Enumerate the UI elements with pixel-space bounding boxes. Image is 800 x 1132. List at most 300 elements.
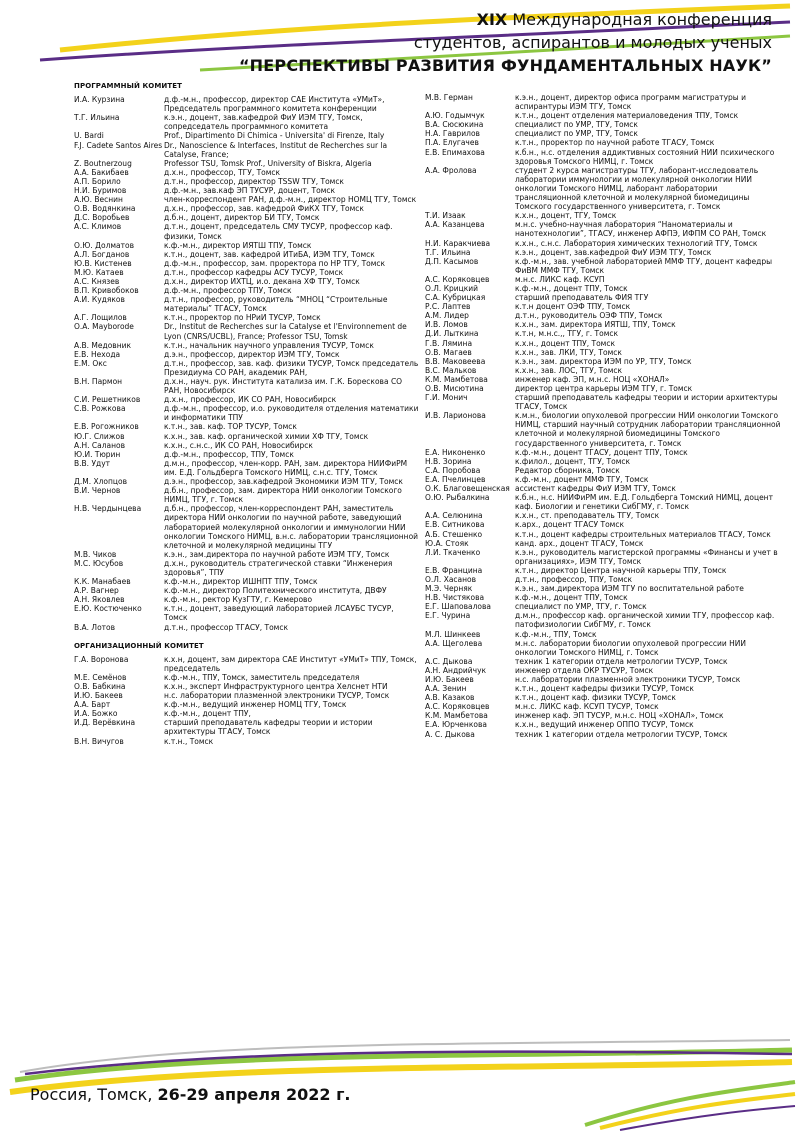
member-name: Ю.А. Стояк [425,538,469,548]
member-row [425,93,785,111]
member-description: член-корреспондент РАН, д.ф.-м.н., директор НОМЦ ТГУ, Томск [164,195,417,205]
member-name: А.Н. Яковлев [74,595,125,605]
member-description: д.т.н., профессор ТГАСУ, Томск [164,622,288,632]
member-description: м.н.с. ЛИКС каф. КСУП [515,274,605,284]
member-description: д.х.н., науч. рук. Института катализа им. Г.К. Борескова СО РАН, Новосибирск [164,377,403,396]
member-row [74,682,419,691]
member-description: к.э.н., доцент, зав.кафедрой ФиУ ИЭМ ТГУ, Томск, сопредседатель программного комитета [164,113,363,132]
member-description: м.н.с. лаборатории биологии опухолевой прогрессии НИИ онкологии Томского НИМЦ, г. Томск [515,638,747,657]
member-description: Редактор сборника, Томск [515,465,620,475]
member-description: старший преподаватель кафедры теории и истории архитектуры ТГАСУ, Томск [515,393,778,412]
member-row [425,329,785,338]
member-row [74,395,419,404]
member-row [425,657,785,666]
member-row [425,411,785,447]
member-name: А.П. Борило [74,176,121,186]
member-name: А.Н. Саланов [74,440,126,450]
member-row [74,359,419,377]
member-row [74,655,419,673]
member-name: С.А. Кубрицкая [425,293,486,303]
member-row [425,684,785,693]
member-row [74,277,419,286]
member-name: О.В. Мисютина [425,384,484,393]
member-row [425,284,785,293]
member-name: Н.А. Гаврилов [425,129,480,139]
member-row [74,577,419,586]
member-row [425,539,785,548]
member-description: к.ф.-м.н., доцент ТПУ, Томск [515,283,628,293]
member-row [74,113,419,131]
member-name: В.П. Кривобоков [74,286,139,296]
member-description: м.н.с. учебно-научная лаборатория “Наноматериалы и нанотехнологии”, ТГАСУ, инженер АФПЭ, ИФПМ СО РАН, Томск [515,220,767,239]
member-description: к.х.н., ст. преподаватель ТГУ, Томск [515,511,660,521]
member-description: к.ф.-м.н., директор ИШНПТ ТПУ, Томск [164,577,318,587]
member-row [74,177,419,186]
member-name: А.М. Лидер [425,311,469,321]
member-description: к.б.н., н.с. НИИФиРМ им. Е.Д. Гольдберга Томский НИМЦ, доцент каф. Биологии и генетики СибГМУ, г. Томск [515,493,773,512]
member-description: старший преподаватель ФИЯ ТГУ [515,293,649,303]
member-name: Н.И. Каракчиева [425,238,491,248]
member-description: к.т.н., проректор по научной работе ТГАСУ, Томск [515,138,715,148]
member-row [425,129,785,138]
member-description: к.ф.-м.н., зав. учебной лабораторией ММФ ТГУ, доцент кафедры ФиВМ ММФ ТГУ, Томск [515,256,773,275]
member-name: Е.Г. Чурина [425,611,471,621]
member-name: Р.С. Лаптев [425,302,471,312]
member-row [425,493,785,511]
member-name: А.С. Князев [74,276,120,286]
member-row [425,593,785,602]
member-row [425,257,785,275]
member-row [74,673,419,682]
member-row [74,737,419,746]
member-description: д.т.н., профессор кафедры АСУ ТУСУР, Томск [164,267,344,277]
member-name: О.Ю. Долматов [74,240,135,250]
member-name: Н.В. Зорина [425,456,472,466]
member-row [74,691,419,700]
member-description: к.т.н, м.н.с.,, ТГУ, г. Томск [515,329,619,339]
member-name: Z. Boutnerzoug [74,158,132,168]
member-name: О.Л. Хасанов [425,574,477,584]
member-name: Д.П. Касымов [425,256,479,266]
member-name: О.В. Магаев [425,347,472,357]
member-description: к.э.н., зам.директора ИЭМ ТГУ по воспитательной работе [515,584,744,594]
member-row [74,322,419,340]
header-line-1-text: Международная конференция [507,10,772,29]
member-row [74,709,419,718]
member-row [425,693,785,702]
member-name: Е.В. Ситникова [425,520,485,530]
member-name: А. С. Дыкова [425,729,475,739]
member-row [425,666,785,675]
member-row [425,602,785,611]
member-row [425,311,785,320]
member-name: В.А. Лотов [74,622,116,632]
member-description: к.т.н., доцент кафедры строительных материалов ТГАСУ, Томск [515,529,771,539]
member-name: А.А. Зенин [425,684,467,694]
member-name: С.А. Поробова [425,465,481,475]
member-row [425,584,785,593]
member-name: А.И. Кудяков [74,295,125,305]
member-row [74,422,419,431]
member-description: к.э.н., зам.директора по научной работе ИЭМ ТГУ, Томск [164,549,390,559]
member-name: А.Р. Вагнер [74,586,119,596]
member-row [74,204,419,213]
member-description: к.ф.-м.н., доцент ТПУ, Томск [515,593,628,603]
member-row [74,131,419,140]
member-description: специалист по УМР, ТГУ, Томск [515,120,638,130]
member-description: м.н.с. ЛИКС каф. КСУП ТУСУР, Томск [515,702,659,712]
member-description: к.т.н., начальник научного управления ТУСУР, Томск [164,340,374,350]
header-line-1 [239,8,772,31]
member-name: К.К. Манабаев [74,577,131,587]
member-description: к.э.н., зам. директора ИЭМ по УР, ТГУ, Томск [515,356,692,366]
member-description: к.ф.-м.н., ТПУ, Томск [515,629,597,639]
member-row [425,720,785,729]
member-name: F.J. Cadete Santos Aires [74,140,163,150]
member-name: В.В. Удут [74,458,111,468]
member-row [425,111,785,120]
member-row [425,302,785,311]
member-description: д.э.н., профессор, директор ИЭМ ТГУ, Томск [164,349,340,359]
member-description: д.э.н., профессор, зав.кафедрой Экономики ИЭМ ТГУ, Томск [164,477,403,487]
member-description: д.т.н., профессор, зав. каф. физики ТУСУР, Томск председатель Президиума СО РАН, академик РАН, [164,358,419,377]
member-row [425,448,785,457]
member-description: н.с. лаборатории плазменной электроники ТУСУР, Томск [515,675,741,684]
member-name: В.Н. Пармон [74,377,123,386]
member-row [425,530,785,539]
member-row [74,604,419,622]
member-name: А.А. Селюнина [425,511,483,521]
member-row [74,718,419,736]
footer-location-dates [30,1085,351,1104]
member-name: А.Н. Андрийчук [425,665,487,675]
member-name: М.Ю. Катаев [74,267,124,277]
member-description: к.х.н., зав. ЛОС, ТГУ, Томск [515,365,623,375]
member-name: Е.В. Рогожников [74,422,139,432]
member-name: Е.В. Епимахова [425,147,485,157]
member-row [74,477,419,486]
member-description: д.м.н., профессор, член-корр. РАН, зам. директора НИИФиРМ им. Е.Д. Гольдберга Томского НИМЦ, с.н.с. ТГУ, Томск [164,458,408,477]
member-row [74,159,419,168]
member-description: к.х.н., зав. ЛКИ, ТГУ, Томск [515,347,622,357]
member-description: д.х.н., профессор, ТГУ, Томск [164,167,281,177]
organizing-committee-title: ОРГАНИЗАЦИОННЫЙ КОМИТЕТ [74,641,204,650]
member-name: М.С. Юсубов [74,558,124,568]
member-name: К.М. Мамбетова [425,374,488,384]
member-description: к.х.н., ведущий инженер ОППО ТУСУР, Томск [515,720,694,730]
left-column [74,82,419,746]
member-row [425,384,785,393]
member-name: И.Ю. Бакеев [425,675,474,684]
member-description: к.ф.-м.н., ведущий инженер НОМЦ ТГУ, Томск [164,700,347,710]
member-description: д.ф.-м.н., профессор ТПУ, Томск [164,286,292,296]
member-row [74,623,419,632]
member-row [74,595,419,604]
footer-place: Россия, Томск, [30,1085,158,1104]
member-row [425,275,785,284]
header-line-2: студентов, аспирантов и молодых ученых [413,33,772,52]
member-name: А.Ю. Веснин [74,195,123,205]
member-name: О.Л. Крицкий [425,283,479,293]
member-description: к.ф.-м.н., доцент ММФ ТГУ, Томск [515,474,649,484]
member-description: директор центра карьеры ИЭМ ТГУ, г. Томск [515,384,693,393]
member-row [74,259,419,268]
member-row [425,138,785,147]
member-row [74,404,419,422]
organizing-committee-list [74,655,419,746]
member-row [74,195,419,204]
member-row [425,357,785,366]
member-name: Ю.В. Кистенев [74,258,132,268]
member-name: А.В. Медовник [74,340,132,350]
member-description: инженер каф. ЭП, м.н.с. НОЦ «ХОНАЛ» [515,374,670,384]
member-description: д.х.н., профессор, ИК СО РАН, Новосибирск [164,395,337,405]
member-description: д.б.н., профессор, зам. директора НИИ онкологии Томского НИМЦ, ТГУ, г. Томск [164,486,402,505]
member-row [74,250,419,259]
member-row [425,548,785,566]
member-description: Dr., Nanoscience & Interfaces, Institut de Recherches sur la Catalyse, France; [164,140,388,159]
footer-dates: 26-29 апреля 2022 г. [157,1085,351,1104]
member-name: А.А. Щеголева [425,638,483,648]
member-name: О.В. Водянкина [74,204,136,214]
member-name: Н.В. Чердынцева [74,504,142,514]
member-row [74,450,419,459]
member-name: П.А. Елугачев [425,138,479,148]
member-name: А.Б. Стешенко [425,529,483,539]
member-description: к.арх., доцент ТГАСУ Томск [515,520,624,530]
member-row [425,375,785,384]
member-row [425,293,785,302]
member-row [425,148,785,166]
member-description: к.т.н., директор Центра научной карьеры ТПУ, Томск [515,565,727,575]
member-row [425,639,785,657]
member-name: Е.Ю. Костюченко [74,604,142,614]
member-name: Д.М. Хлопцов [74,477,128,487]
member-row [74,586,419,595]
member-name: Г.В. Лямина [425,338,473,348]
member-name: А.А. Фролова [425,165,477,175]
member-name: А.Ю. Годымчук [425,111,485,121]
member-description: д.т.н., профессор, директор TSSW ТГУ, Томск [164,176,344,186]
member-row [425,320,785,329]
member-name: И.Д. Верёвкина [74,718,136,728]
member-row [425,348,785,357]
member-description: инженер каф. ЭП ТУСУР, м.н.с. НОЦ «ХОНАЛ», Томск [515,711,724,721]
member-row [425,630,785,639]
member-description: инженер отдела ОКР ТУСУР, Томск [515,665,654,675]
member-name: Т.Г. Ильина [425,247,471,257]
member-name: О.Ю. Рыбалкина [425,493,490,503]
member-description: д.ф.-м.н., профессор, зам. проректора по НР ТГУ, Томск [164,258,386,268]
member-name: А.Л. Богданов [74,249,130,259]
member-description: Prof., Dipartimento Di Chimica - Universita' di Firenze, Italy [164,131,385,141]
member-description: ассистент кафедры ФиУ ИЭМ ТГУ, Томск [515,484,676,494]
member-description: к.х.н., зам. директора ИЯТШ, ТПУ, Томск [515,320,676,330]
member-name: К.М. Мамбетова [425,711,488,721]
member-description: техник 1 категории отдела метрологии ТУСУР, Томск [515,729,728,739]
member-name: А.А. Барт [74,700,111,710]
member-description: д.м.н., профессор каф. органической химии ТГУ, профессор каф. патофизиологии СибГМУ, г. Томск [515,611,775,630]
member-description: д.б.н., профессор, член-корреспондент РАН, заместитель директора НИИ онкологии по научной работе, заведующий лабораторией молекулярной онкологии и иммунологии НИИ онкологии Томского НИМЦ, в.н.с. лаборатории трансляционной клеточной и молекулярной медицины ТГУ [164,504,419,550]
member-name: А.В. Казаков [425,693,475,703]
member-row [425,475,785,484]
member-name: И.Ю. Бакеев [74,691,123,701]
member-row [74,559,419,577]
member-name: Н.В. Чистякова [425,593,485,603]
member-row [425,457,785,466]
member-description: к.т.н., доцент каф. физики ТУСУР, Томск [515,693,676,703]
member-description: к.э.н., доцент, директор офиса программ магистратуры и аспирантуры ИЭМ ТГУ, Томск [515,93,746,112]
member-name: Ю.Г. Слижов [74,431,125,441]
member-row [425,484,785,493]
member-description: д.б.н., доцент, директор БИ ТГУ, Томск [164,213,320,223]
member-row [74,295,419,313]
member-description: специалист по УМР, ТГУ, г. Томск [515,602,647,612]
member-description: к.х.н., зав. каф. органической химии ХФ ТГУ, Томск [164,431,369,441]
program-committee-left-list [74,95,419,632]
member-name: Е.В. Нехода [74,349,121,359]
member-description: к.х.н., доцент ТПУ, Томск [515,338,615,348]
member-name: Д.С. Воробьев [74,213,130,223]
member-name: Е.Г. Шаповалова [425,602,491,612]
member-row [74,241,419,250]
member-row [74,141,419,159]
member-name: А.А. Бакибаев [74,167,129,177]
member-description: к.ф.-м.н., доцент ТПУ, [164,709,251,719]
member-row [425,520,785,529]
member-description: д.ф.-м.н., профессор, и.о. руководителя отделения математики и информатики ТПУ [164,404,419,423]
member-name: А.С. Коряковцев [425,274,490,284]
member-description: к.т.н доцент ОЭФ ТПУ, Томск [515,302,631,312]
member-name: Д.И. Лыткина [425,329,479,339]
member-description: к.б.н., н.с. отделения аддиктивных состояний НИИ психического здоровья Томского НИМЦ, г. Томск [515,147,775,166]
roman-number: XIX [476,10,508,29]
conference-header [239,8,772,77]
member-description: к.х.н., доцент, ТГУ, Томск [515,211,617,221]
member-description: техник 1 категории отдела метрологии ТУСУР, Томск [515,656,728,666]
member-description: к.ф.-м.н., директор Политехнического института, ДВФУ [164,586,387,596]
program-committee-title: ПРОГРАММНЫЙ КОМИТЕТ [74,82,183,90]
member-description: к.э.н., доцент, зав.кафедрой ФиУ ИЭМ ТГУ, Томск [515,247,712,257]
member-row [74,186,419,195]
member-name: М.Л. Шинкеев [425,629,481,639]
member-name: А.С. Дыкова [425,656,473,666]
member-description: к.ф.-м.н., доцент ТГАСУ, доцент ТПУ, Томск [515,447,688,457]
conference-title: “ПЕРСПЕКТИВЫ РАЗВИТИЯ ФУНДАМЕНТАЛЬНЫХ НАУК” [238,56,772,75]
member-name: Г.А. Воронова [74,654,129,664]
member-row [74,341,419,350]
member-description: к.т.н., зав. каф. ТОР ТУСУР, Томск [164,422,297,432]
member-name: Е.В. Францина [425,565,483,575]
member-description: к.т.н., доцент, заведующий лабораторией ЛСАУБС ТУСУР, Томск [164,604,394,623]
member-description: к.т.н., доцент, зав. кафедрой ИТиБА, ИЭМ ТГУ, Томск [164,249,375,259]
member-description: канд. арх., доцент ТГАСУ, Томск [515,538,644,548]
member-name: И.В. Ломов [425,320,468,330]
member-row [74,486,419,504]
member-description: к.ф.-м.н., ТПУ, Томск, заместитель председателя [164,672,360,682]
member-name: М.Е. Семёнов [74,672,127,682]
member-row [425,248,785,257]
member-name: Е.А. Никоненко [425,447,486,457]
member-description: старший преподаватель кафедры теории и истории архитектуры ТГАСУ, Томск [164,718,373,737]
member-description: студент 2 курса магистратуры ТГУ, лаборант-исследователь лаборатории иммунологии и молекулярной онкологии НИИ онкологии Томского НИМЦ, лаборант лаборатории трансляционной клеточной и молекулярной биомедицины Томского государственного университета, г. Томск [515,165,759,212]
member-row [425,220,785,238]
member-description: д.т.н., доцент, председатель СМУ ТУСУР, профессор каф. физики, Томск [164,222,393,241]
member-row [74,700,419,709]
member-row [425,611,785,629]
member-name: В.Н. Вичугов [74,736,124,746]
member-row [425,120,785,129]
member-description: д.т.н., профессор, ТПУ, Томск [515,574,633,584]
member-row [425,211,785,220]
member-row [425,166,785,211]
member-description: н.с. лаборатории плазменной электроники ТУСУР, Томск [164,691,390,701]
member-row [74,550,419,559]
member-description: д.ф.-м.н., профессор, директор САЕ Института «УМиТ», Председатель программного комитета конференции [164,95,385,114]
member-name: И.А. Курзина [74,95,125,105]
member-row [74,222,419,240]
member-row [74,95,419,113]
member-description: к.э.н., руководитель магистерской программы «Финансы и учет в организациях», ИЭМ ТГУ, Томск [515,547,778,566]
member-name: И.В. Ларионова [425,411,486,421]
member-row [74,268,419,277]
member-row [74,432,419,441]
member-row [425,339,785,348]
member-description: к.т.н., проректор по НРиИ ТУСУР, Томск [164,313,321,323]
member-row [74,504,419,549]
member-row [74,377,419,395]
member-name: М.Э. Черняк [425,584,473,594]
member-name: Т.Г. Ильина [74,113,120,123]
member-name: М.В. Чиков [74,549,117,559]
member-description: к.х.н., с.н.с., ИК СО РАН, Новосибирск [164,440,313,450]
right-column [425,93,785,739]
member-description: к.т.н., Томск [164,736,214,746]
member-row [425,393,785,411]
program-committee-right-list [425,93,785,739]
member-description: д.х.н., директор ИХТЦ, и.о. декана ХФ ТГУ, Томск [164,276,360,286]
member-row [425,366,785,375]
member-row [425,702,785,711]
member-description: Professor TSU, Tomsk Prof., University of Biskra, Algeria [164,158,372,168]
member-row [74,286,419,295]
member-name: В.В. Маковеева [425,356,486,366]
member-description: к.филол., доцент, ТГУ, Томск [515,456,631,466]
member-row [425,466,785,475]
member-description: к.ф.-м.н., директор ИЯТШ ТПУ, Томск [164,240,312,250]
member-row [74,168,419,177]
member-row [425,239,785,248]
member-description: д.ф.-м.н., зав.каф ЭП ТУСУР, доцент, Томск [164,186,336,196]
member-name: О.А. Mayborode [74,322,134,332]
member-name: Г.И. Монич [425,393,468,403]
member-name: А.С. Климов [74,222,122,232]
member-row [74,313,419,322]
member-row [425,675,785,684]
member-row [425,575,785,584]
member-description: к.х.н., эксперт Инфраструктурного центра Хелснет НТИ [164,682,388,691]
member-name: Е.А. Пчелинцев [425,474,486,484]
member-row [74,459,419,477]
member-name: А.Г. Лощилов [74,313,127,323]
member-description: к.т.н., доцент кафедры физики ТУСУР, Томск [515,684,694,694]
member-name: С.И. Решетников [74,395,141,405]
member-description: д.т.н., профессор, руководитель “МНОЦ “Строительные материалы” ТГАСУ, Томск [164,295,388,314]
member-description: к.м.н., биологии опухолевой прогрессии НИИ онкологии Томского НИМЦ, старший научный сотрудник лаборатории трансляционной клеточной и молекулярной биомедицины Томского государственного университета, г. Томск [515,411,781,448]
member-description: к.х.н, доцент, зам директора САЕ Институт «УМиТ» ТПУ, Томск, председатель [164,654,417,673]
member-name: А.С. Коряковцев [425,702,490,712]
member-description: д.т.н., руководитель ОЭФ ТПУ, Томск [515,311,663,321]
